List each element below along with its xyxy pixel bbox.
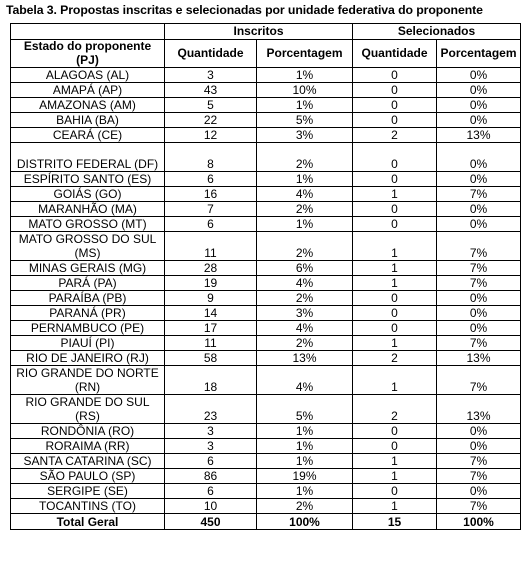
cell-inscritos-quantidade: 23 [165, 395, 257, 424]
cell-state: RIO GRANDE DO SUL (RS) [11, 395, 165, 424]
cell-inscritos-porcentagem: 2% [257, 499, 353, 514]
cell-state: RIO DE JANEIRO (RJ) [11, 351, 165, 366]
cell-inscritos-porcentagem: 2% [257, 232, 353, 261]
cell-inscritos-quantidade: 6 [165, 172, 257, 187]
cell-inscritos-porcentagem: 2% [257, 202, 353, 217]
cell-inscritos-porcentagem: 4% [257, 321, 353, 336]
cell-selecionados-porcentagem: 7% [437, 187, 521, 202]
cell-selecionados-quantidade: 2 [353, 351, 437, 366]
cell-selecionados-quantidade: 0 [353, 172, 437, 187]
cell-selecionados-porcentagem: 0% [437, 143, 521, 172]
total-label: Total Geral [11, 514, 165, 530]
cell-selecionados-porcentagem: 0% [437, 98, 521, 113]
cell-state: RORAIMA (RR) [11, 439, 165, 454]
table-row [11, 187, 521, 202]
cell-state: MARANHÃO (MA) [11, 202, 165, 217]
table-row [11, 366, 521, 395]
cell-selecionados-porcentagem: 7% [437, 499, 521, 514]
table-row [11, 172, 521, 187]
cell-inscritos-porcentagem: 5% [257, 395, 353, 424]
cell-selecionados-porcentagem: 0% [437, 306, 521, 321]
cell-inscritos-quantidade: 3 [165, 439, 257, 454]
header-state: Estado do proponente (PJ) [11, 40, 165, 68]
cell-selecionados-porcentagem: 0% [437, 217, 521, 232]
cell-selecionados-quantidade: 0 [353, 68, 437, 83]
cell-inscritos-quantidade: 86 [165, 469, 257, 484]
proposals-table [10, 23, 521, 530]
header-inscritos: Inscritos [165, 24, 353, 40]
cell-inscritos-porcentagem: 4% [257, 187, 353, 202]
cell-inscritos-porcentagem: 10% [257, 83, 353, 98]
cell-selecionados-quantidade: 1 [353, 469, 437, 484]
cell-selecionados-quantidade: 0 [353, 439, 437, 454]
cell-selecionados-porcentagem: 0% [437, 291, 521, 306]
cell-inscritos-porcentagem: 1% [257, 439, 353, 454]
table-row [11, 395, 521, 424]
cell-inscritos-porcentagem: 1% [257, 454, 353, 469]
cell-selecionados-porcentagem: 13% [437, 128, 521, 143]
cell-state: SERGIPE (SE) [11, 484, 165, 499]
total-selecionados-porcentagem: 100% [437, 514, 521, 530]
table-row [11, 217, 521, 232]
table-row [11, 454, 521, 469]
cell-selecionados-porcentagem: 0% [437, 439, 521, 454]
cell-selecionados-porcentagem: 0% [437, 424, 521, 439]
cell-inscritos-quantidade: 8 [165, 143, 257, 172]
cell-inscritos-quantidade: 12 [165, 128, 257, 143]
cell-selecionados-porcentagem: 7% [437, 336, 521, 351]
cell-selecionados-quantidade: 1 [353, 276, 437, 291]
cell-selecionados-porcentagem: 0% [437, 202, 521, 217]
cell-selecionados-quantidade: 0 [353, 113, 437, 128]
total-selecionados-quantidade: 15 [353, 514, 437, 530]
cell-selecionados-porcentagem: 0% [437, 113, 521, 128]
cell-selecionados-quantidade: 2 [353, 128, 437, 143]
cell-selecionados-quantidade: 1 [353, 499, 437, 514]
table-row [11, 276, 521, 291]
header-group-row [11, 24, 521, 40]
table-row [11, 98, 521, 113]
cell-selecionados-porcentagem: 0% [437, 83, 521, 98]
cell-inscritos-quantidade: 9 [165, 291, 257, 306]
cell-inscritos-porcentagem: 1% [257, 484, 353, 499]
cell-selecionados-quantidade: 0 [353, 98, 437, 113]
header-selecionados: Selecionados [353, 24, 521, 40]
cell-selecionados-quantidade: 0 [353, 83, 437, 98]
cell-inscritos-quantidade: 5 [165, 98, 257, 113]
cell-inscritos-quantidade: 19 [165, 276, 257, 291]
cell-inscritos-porcentagem: 4% [257, 276, 353, 291]
table-row [11, 113, 521, 128]
table-row [11, 202, 521, 217]
cell-inscritos-quantidade: 6 [165, 217, 257, 232]
header-inscritos-quantidade: Quantidade [165, 40, 257, 68]
table-row [11, 306, 521, 321]
table-row [11, 439, 521, 454]
header-selecionados-porcentagem: Porcentagem [437, 40, 521, 68]
cell-state: TOCANTINS (TO) [11, 499, 165, 514]
cell-inscritos-porcentagem: 4% [257, 366, 353, 395]
cell-selecionados-porcentagem: 7% [437, 276, 521, 291]
cell-state: RONDÔNIA (RO) [11, 424, 165, 439]
cell-selecionados-quantidade: 1 [353, 261, 437, 276]
header-corner [11, 24, 165, 40]
cell-inscritos-quantidade: 3 [165, 424, 257, 439]
header-selecionados-quantidade: Quantidade [353, 40, 437, 68]
cell-inscritos-quantidade: 18 [165, 366, 257, 395]
cell-selecionados-porcentagem: 0% [437, 484, 521, 499]
total-inscritos-quantidade: 450 [165, 514, 257, 530]
table-row [11, 232, 521, 261]
cell-inscritos-quantidade: 6 [165, 454, 257, 469]
table-row [11, 143, 521, 172]
cell-selecionados-quantidade: 0 [353, 484, 437, 499]
cell-inscritos-porcentagem: 5% [257, 113, 353, 128]
cell-selecionados-quantidade: 0 [353, 143, 437, 172]
header-inscritos-porcentagem: Porcentagem [257, 40, 353, 68]
table-row [11, 128, 521, 143]
cell-state: ALAGOAS (AL) [11, 68, 165, 83]
cell-selecionados-quantidade: 1 [353, 366, 437, 395]
total-inscritos-porcentagem: 100% [257, 514, 353, 530]
cell-selecionados-porcentagem: 7% [437, 454, 521, 469]
cell-inscritos-porcentagem: 1% [257, 424, 353, 439]
cell-inscritos-porcentagem: 1% [257, 98, 353, 113]
cell-state: AMAPÁ (AP) [11, 83, 165, 98]
table-row [11, 499, 521, 514]
cell-state: SANTA CATARINA (SC) [11, 454, 165, 469]
cell-state: PERNAMBUCO (PE) [11, 321, 165, 336]
cell-selecionados-porcentagem: 13% [437, 395, 521, 424]
table-row [11, 83, 521, 98]
cell-inscritos-quantidade: 6 [165, 484, 257, 499]
cell-inscritos-quantidade: 7 [165, 202, 257, 217]
cell-inscritos-porcentagem: 3% [257, 306, 353, 321]
cell-inscritos-quantidade: 14 [165, 306, 257, 321]
header-column-row [11, 40, 521, 68]
cell-selecionados-porcentagem: 7% [437, 261, 521, 276]
cell-inscritos-quantidade: 3 [165, 68, 257, 83]
cell-selecionados-porcentagem: 7% [437, 366, 521, 395]
cell-inscritos-quantidade: 17 [165, 321, 257, 336]
cell-selecionados-porcentagem: 7% [437, 232, 521, 261]
cell-selecionados-porcentagem: 0% [437, 321, 521, 336]
table-row [11, 484, 521, 499]
cell-inscritos-porcentagem: 1% [257, 68, 353, 83]
cell-selecionados-porcentagem: 13% [437, 351, 521, 366]
cell-selecionados-porcentagem: 0% [437, 172, 521, 187]
table-row [11, 424, 521, 439]
cell-inscritos-porcentagem: 2% [257, 143, 353, 172]
cell-selecionados-quantidade: 0 [353, 424, 437, 439]
cell-inscritos-porcentagem: 1% [257, 172, 353, 187]
cell-inscritos-porcentagem: 13% [257, 351, 353, 366]
cell-inscritos-quantidade: 11 [165, 232, 257, 261]
cell-state: PARAÍBA (PB) [11, 291, 165, 306]
cell-inscritos-quantidade: 28 [165, 261, 257, 276]
table-row [11, 336, 521, 351]
total-row [11, 514, 521, 530]
cell-inscritos-quantidade: 58 [165, 351, 257, 366]
table-body [11, 68, 521, 514]
cell-state: ESPÍRITO SANTO (ES) [11, 172, 165, 187]
cell-inscritos-quantidade: 43 [165, 83, 257, 98]
cell-state: PARANÁ (PR) [11, 306, 165, 321]
table-row [11, 469, 521, 484]
table-row [11, 291, 521, 306]
cell-state: SÃO PAULO (SP) [11, 469, 165, 484]
cell-state: GOIÁS (GO) [11, 187, 165, 202]
cell-state: PARÁ (PA) [11, 276, 165, 291]
cell-state: PIAUÍ (PI) [11, 336, 165, 351]
cell-inscritos-porcentagem: 6% [257, 261, 353, 276]
cell-inscritos-porcentagem: 1% [257, 217, 353, 232]
cell-selecionados-quantidade: 0 [353, 202, 437, 217]
cell-selecionados-quantidade: 0 [353, 217, 437, 232]
cell-selecionados-porcentagem: 7% [437, 469, 521, 484]
cell-inscritos-porcentagem: 19% [257, 469, 353, 484]
cell-selecionados-quantidade: 1 [353, 187, 437, 202]
cell-selecionados-quantidade: 1 [353, 454, 437, 469]
cell-state: AMAZONAS (AM) [11, 98, 165, 113]
cell-selecionados-quantidade: 0 [353, 321, 437, 336]
table-row [11, 321, 521, 336]
cell-inscritos-quantidade: 16 [165, 187, 257, 202]
cell-state: CEARÁ (CE) [11, 128, 165, 143]
cell-state: DISTRITO FEDERAL (DF) [11, 143, 165, 172]
cell-state: BAHIA (BA) [11, 113, 165, 128]
cell-inscritos-porcentagem: 2% [257, 291, 353, 306]
cell-selecionados-porcentagem: 0% [437, 68, 521, 83]
cell-state: RIO GRANDE DO NORTE (RN) [11, 366, 165, 395]
cell-inscritos-porcentagem: 3% [257, 128, 353, 143]
cell-selecionados-quantidade: 0 [353, 291, 437, 306]
cell-selecionados-quantidade: 0 [353, 306, 437, 321]
cell-inscritos-quantidade: 10 [165, 499, 257, 514]
cell-state: MATO GROSSO DO SUL (MS) [11, 232, 165, 261]
cell-state: MATO GROSSO (MT) [11, 217, 165, 232]
cell-selecionados-quantidade: 1 [353, 232, 437, 261]
table-caption: Tabela 3. Propostas inscritas e selecionadas por unidade federativa do proponente [6, 3, 483, 17]
table-row [11, 261, 521, 276]
cell-inscritos-quantidade: 11 [165, 336, 257, 351]
table-row [11, 351, 521, 366]
cell-selecionados-quantidade: 1 [353, 336, 437, 351]
cell-selecionados-quantidade: 2 [353, 395, 437, 424]
cell-inscritos-porcentagem: 2% [257, 336, 353, 351]
cell-state: MINAS GERAIS (MG) [11, 261, 165, 276]
cell-inscritos-quantidade: 22 [165, 113, 257, 128]
table-row [11, 68, 521, 83]
